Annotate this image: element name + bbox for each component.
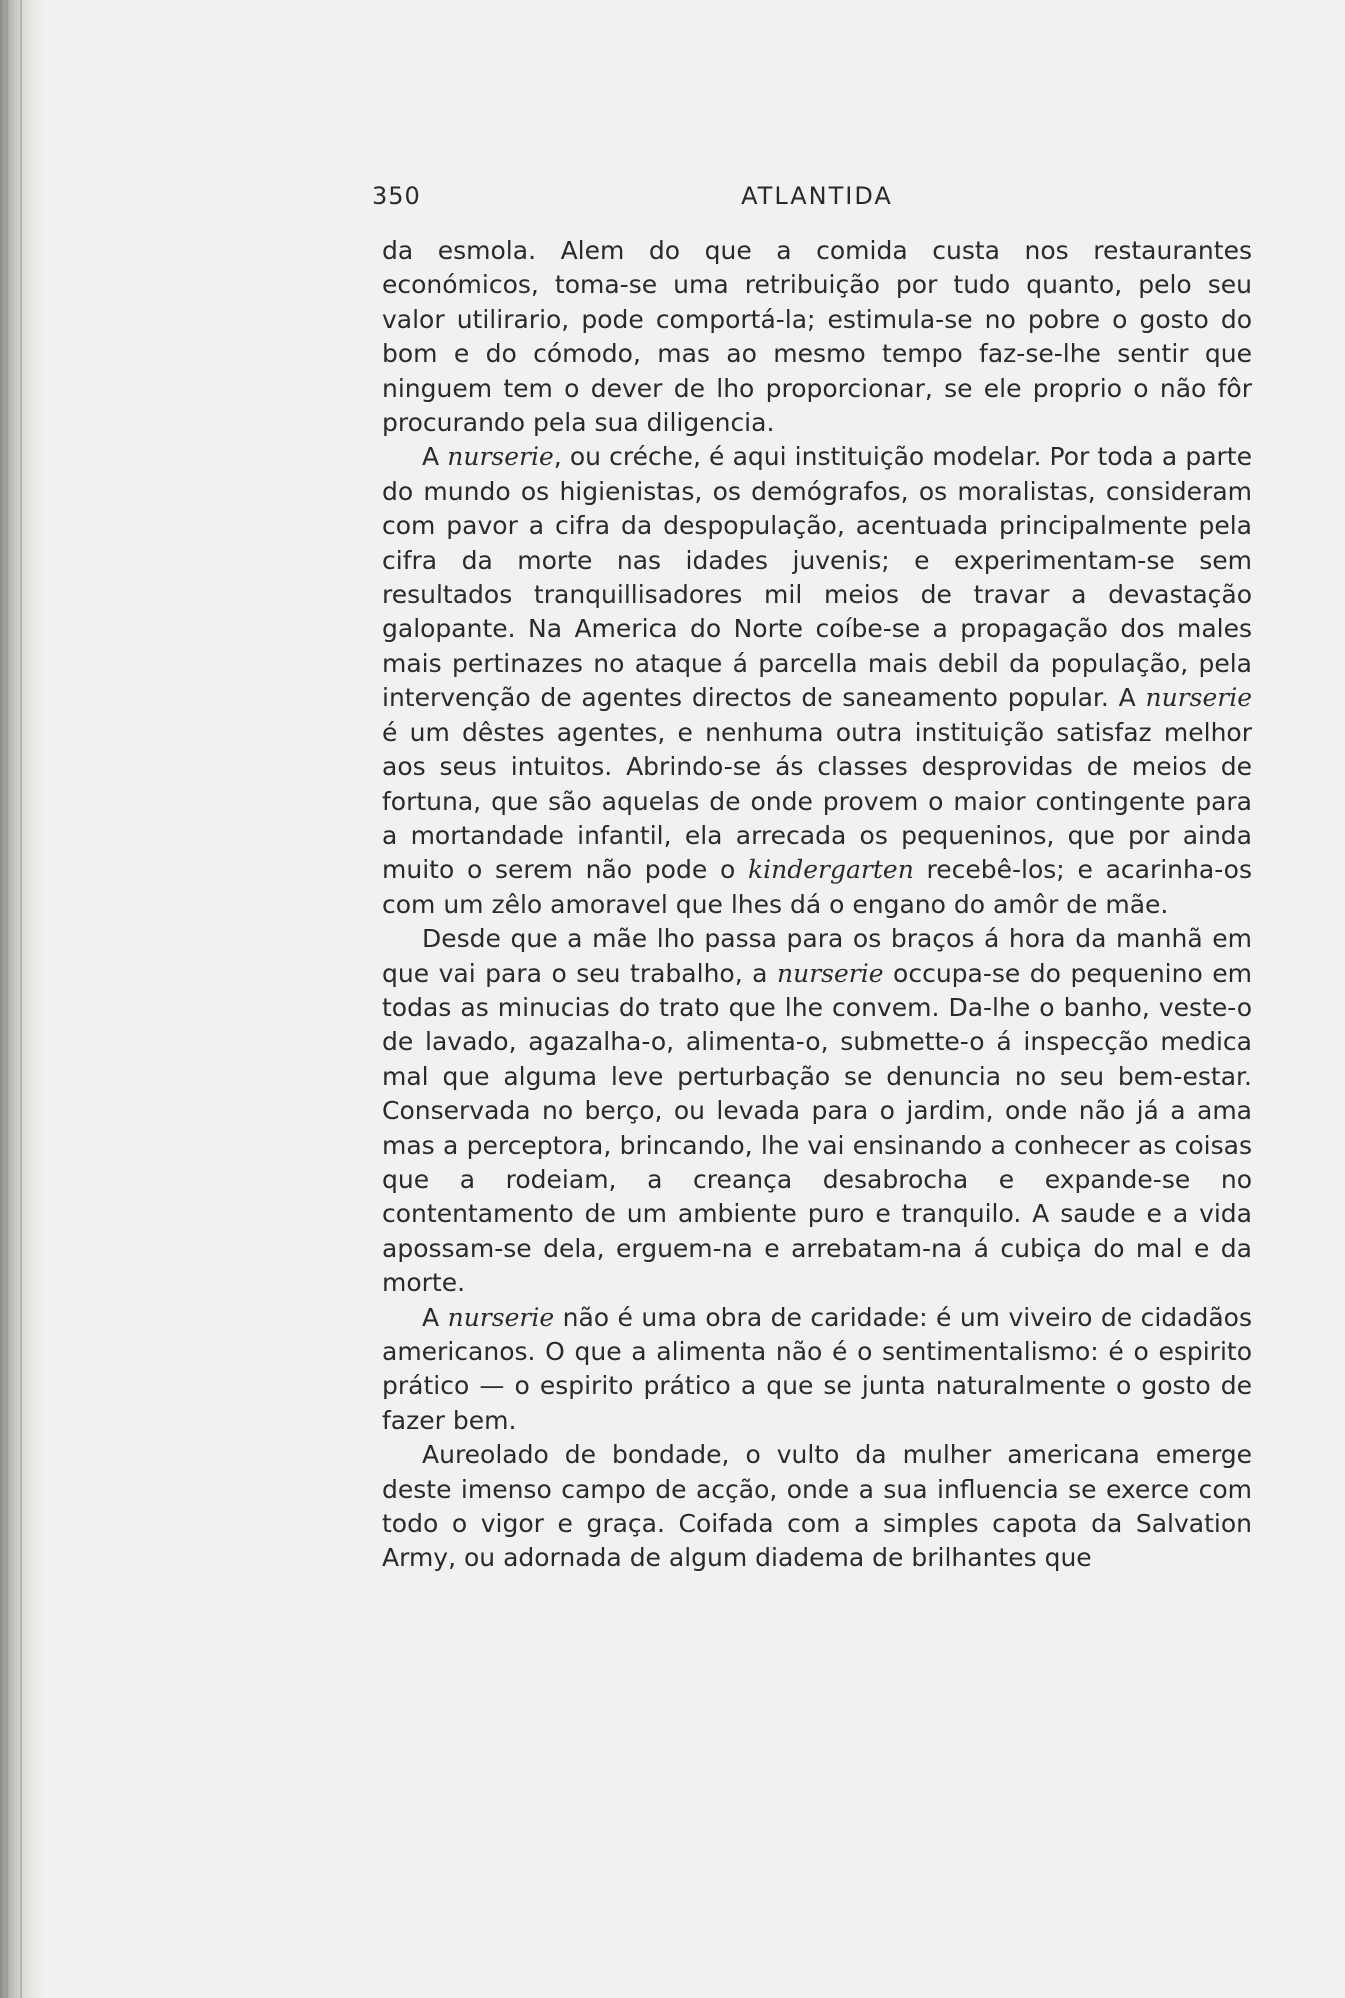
text-run: recebê-los; e acarinha-os com um zêlo amoravel que lhes dá o engano do amôr de mãe.	[382, 855, 1253, 919]
text-run: é um dêstes agentes, e nenhuma outra instituição satisfaz melhor aos seus intuitos. Abrindo-se ás classes desprovidas de meios de fortuna, que são aquelas de onde provem o maior contingente para a mortandade infantil, ela arrecada os pequeninos, que por ainda muito o serem não pode o	[382, 717, 1252, 885]
body-text	[382, 234, 1252, 1576]
text-run: occupa-se do pequenino em todas as minucias do trato que lhe convem. Da-lhe o banho, veste-o de lavado, agazalha-o, alimenta-o, submette-o á inspecção medica mal que alguma leve perturbação se denuncia no seu bem-estar. Conservada no berço, ou levada para o jardim, onde não já a ama mas a perceptora, brincando, lhe vai ensinando a conhecer as coisas que a rodeiam, a creança desabrocha e expande-se no contentamento de um ambiente puro e tranquilo. A saude e a vida apossam-se dela, erguem-na e arrebatam-na á cubiça do mal e da morte.	[382, 958, 1252, 1298]
gutter-line	[6, 0, 8, 1998]
text-run: não é uma obra de caridade: é um viveiro de cidadãos americanos. O que a alimenta não é o sentimentalismo: é o espirito prático — o espirito prático a que se junta naturalmente o gosto de fazer bem.	[382, 1302, 1252, 1435]
text-run: A	[422, 442, 448, 472]
paragraph	[382, 1301, 1252, 1439]
text-run: da esmola. Alem do que a comida custa nos restaurantes económicos, toma-se uma retribuição por tudo quanto, pelo seu valor utilirario, pode comportá-la; estimula-se no pobre o gosto do bom e do cómodo, mas ao mesmo tempo faz-se-lhe sentir que ninguem tem o dever de lho proporcionar, se ele proprio o não fôr procurando pela sua diligencia.	[382, 236, 1252, 438]
italic-term: nurserie	[447, 442, 554, 472]
text-run: , ou créche, é aqui instituição modelar. Por toda a parte do mundo os higienistas, os demógrafos, os moralistas, consideram com pavor a cifra da despopulação, acentuada principalmente pela cifra da morte nas idades juvenis; e experimentam-se sem resultados tranquillisadores mil meios de travar a devastação galopante. Na America do Norte coíbe-se a propagação dos males mais pertinazes no ataque á parcella mais debil da população, pela intervenção de agentes directos de saneamento popular. A	[382, 442, 1252, 713]
italic-term: nurserie	[447, 1302, 555, 1332]
paragraph	[382, 234, 1252, 440]
text-run: Desde que a mãe lho passa para os braços á hora da manhã em que vai para o seu trabalho, a	[382, 924, 1252, 988]
running-title: ATLANTIDA	[741, 182, 893, 210]
text-run: A	[422, 1302, 448, 1332]
running-head	[372, 182, 1252, 222]
italic-term: nurserie	[1145, 683, 1252, 713]
page-number: 350	[372, 182, 421, 210]
text-run: Aureolado de bondade, o vulto da mulher americana emerge deste imenso campo de acção, onde a sua influencia se exerce com todo o vigor e graça. Coifada com a simples capota da Salvation Army, ou adornada de algum diadema de brilhantes que	[382, 1440, 1252, 1573]
gutter-line	[20, 0, 22, 1998]
italic-term: kindergarten	[748, 855, 914, 885]
paragraph	[382, 440, 1252, 922]
paragraph	[382, 1438, 1252, 1576]
book-page	[372, 182, 1253, 1576]
paragraph	[382, 922, 1252, 1300]
italic-term: nurserie	[777, 958, 884, 988]
